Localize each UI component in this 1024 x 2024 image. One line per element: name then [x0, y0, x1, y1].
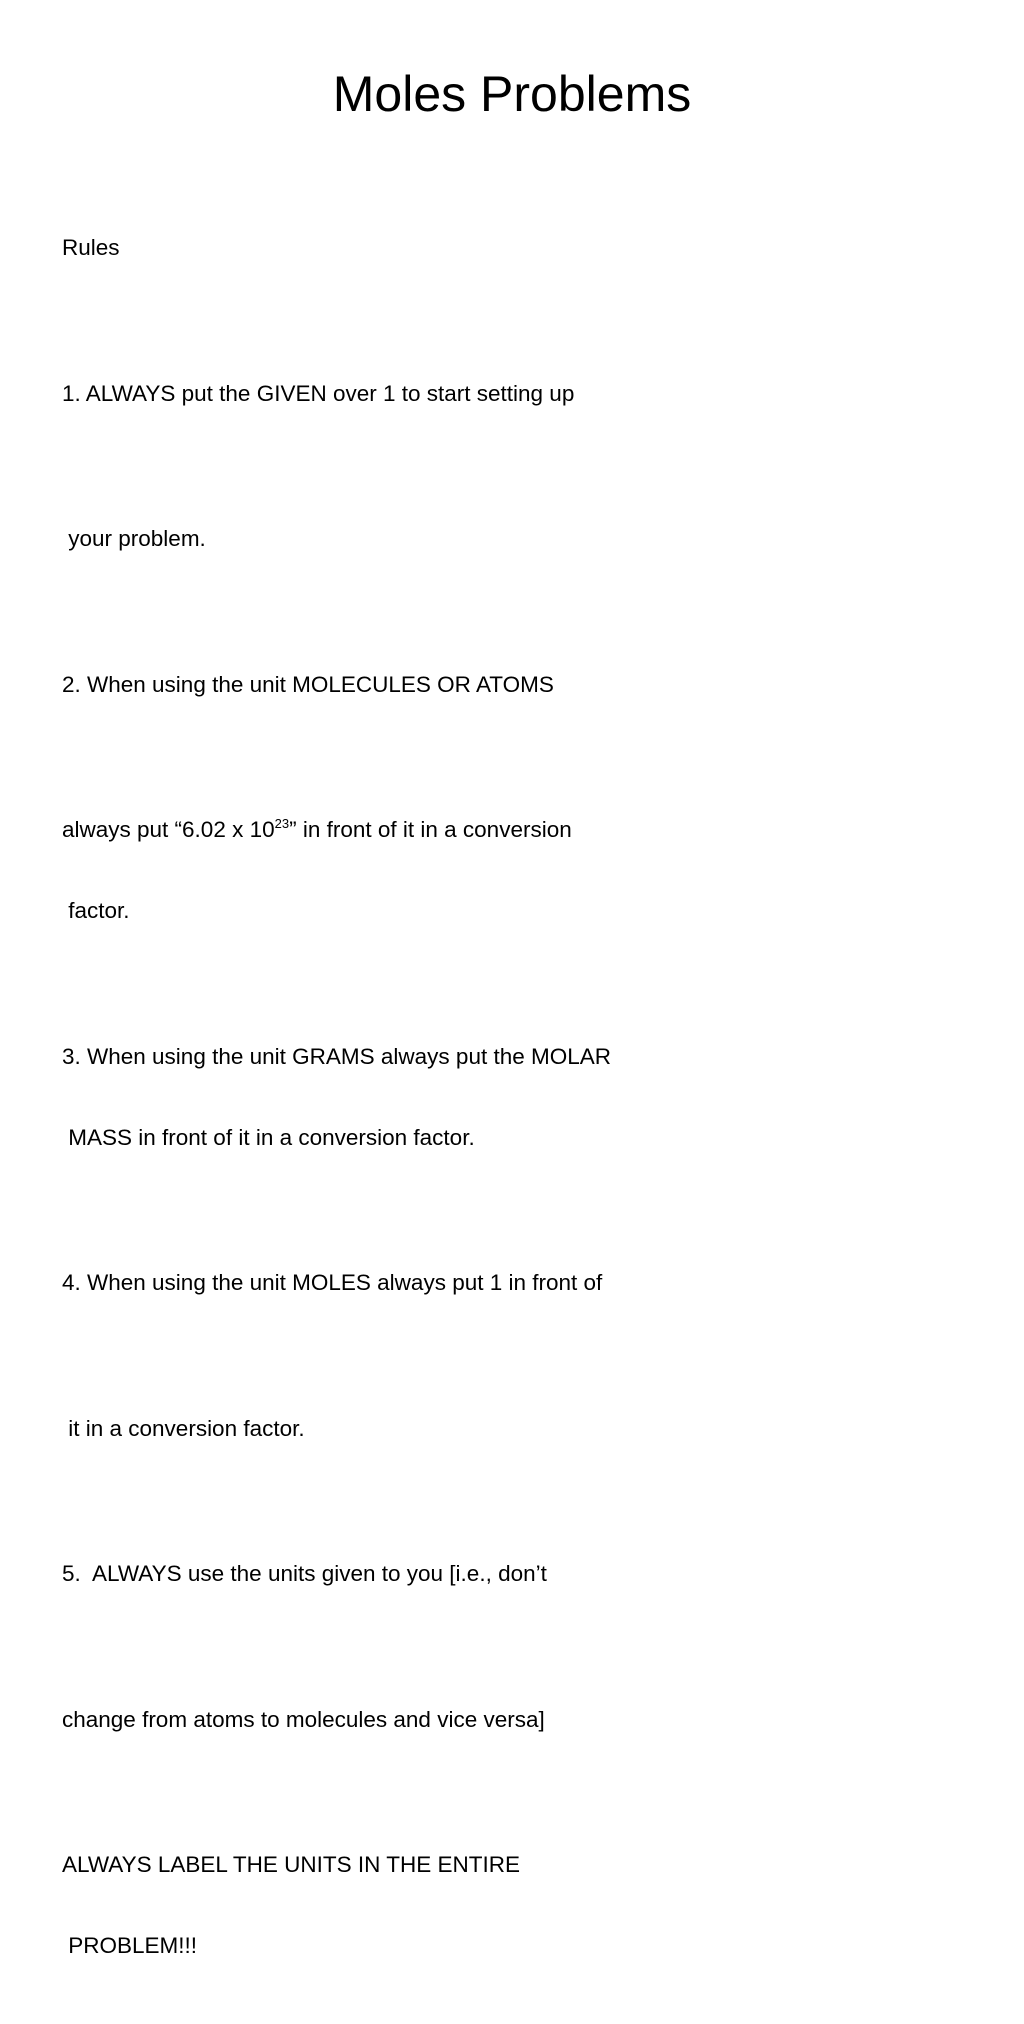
- exponent-superscript: 23: [274, 816, 290, 831]
- slide-title: Moles Problems: [332, 66, 692, 122]
- rule-1-line-1: 1. ALWAYS put the GIVEN over 1 to start setting up: [62, 380, 575, 406]
- rules-heading: [62, 180, 782, 315]
- rule-4-line-2: it in a conversion factor.: [62, 1415, 305, 1441]
- rule-4-line-1: 4. When using the unit MOLES always put 1 in front of: [62, 1270, 603, 1295]
- rule-3-line-1: 3. When using the unit GRAMS always put the MOLAR: [62, 1043, 611, 1069]
- rule-2-line-2-pre: always put “6.02 x 10: [62, 817, 275, 842]
- rule-2-line-3: factor.: [62, 898, 130, 923]
- rule-3-line-2: MASS in front of it in a conversion factor.: [62, 1124, 475, 1150]
- final-rule-line-2: PROBLEM!!!: [62, 1933, 198, 1958]
- rules-heading-text: Rules: [62, 235, 120, 260]
- rule-5-line-1: 5. ALWAYS use the units given to you [i.e., don’t: [62, 1561, 547, 1586]
- rule-2-continued: [62, 762, 782, 978]
- slide-body: [62, 180, 782, 2024]
- rule-1: [62, 326, 782, 461]
- rule-2-line-2: [62, 816, 782, 843]
- rule-4: [62, 1215, 782, 1350]
- final-rule: [62, 1797, 782, 2013]
- rule-5: [62, 1506, 782, 1641]
- rule-1-line-2: your problem.: [62, 526, 206, 551]
- rule-3: [62, 989, 782, 1205]
- rule-2: [62, 617, 782, 752]
- rule-1-continued: [62, 471, 782, 606]
- rule-5-continued: [62, 1652, 782, 1787]
- rule-2-line-1: 2. When using the unit MOLECULES OR ATOMS: [62, 671, 554, 697]
- final-rule-line-1: ALWAYS LABEL THE UNITS IN THE ENTIRE: [62, 1852, 521, 1877]
- rule-2-line-2-post: ” in front of it in a conversion: [289, 817, 572, 842]
- rule-5-line-2: change from atoms to molecules and vice versa]: [62, 1706, 545, 1732]
- rule-4-continued: [62, 1361, 782, 1496]
